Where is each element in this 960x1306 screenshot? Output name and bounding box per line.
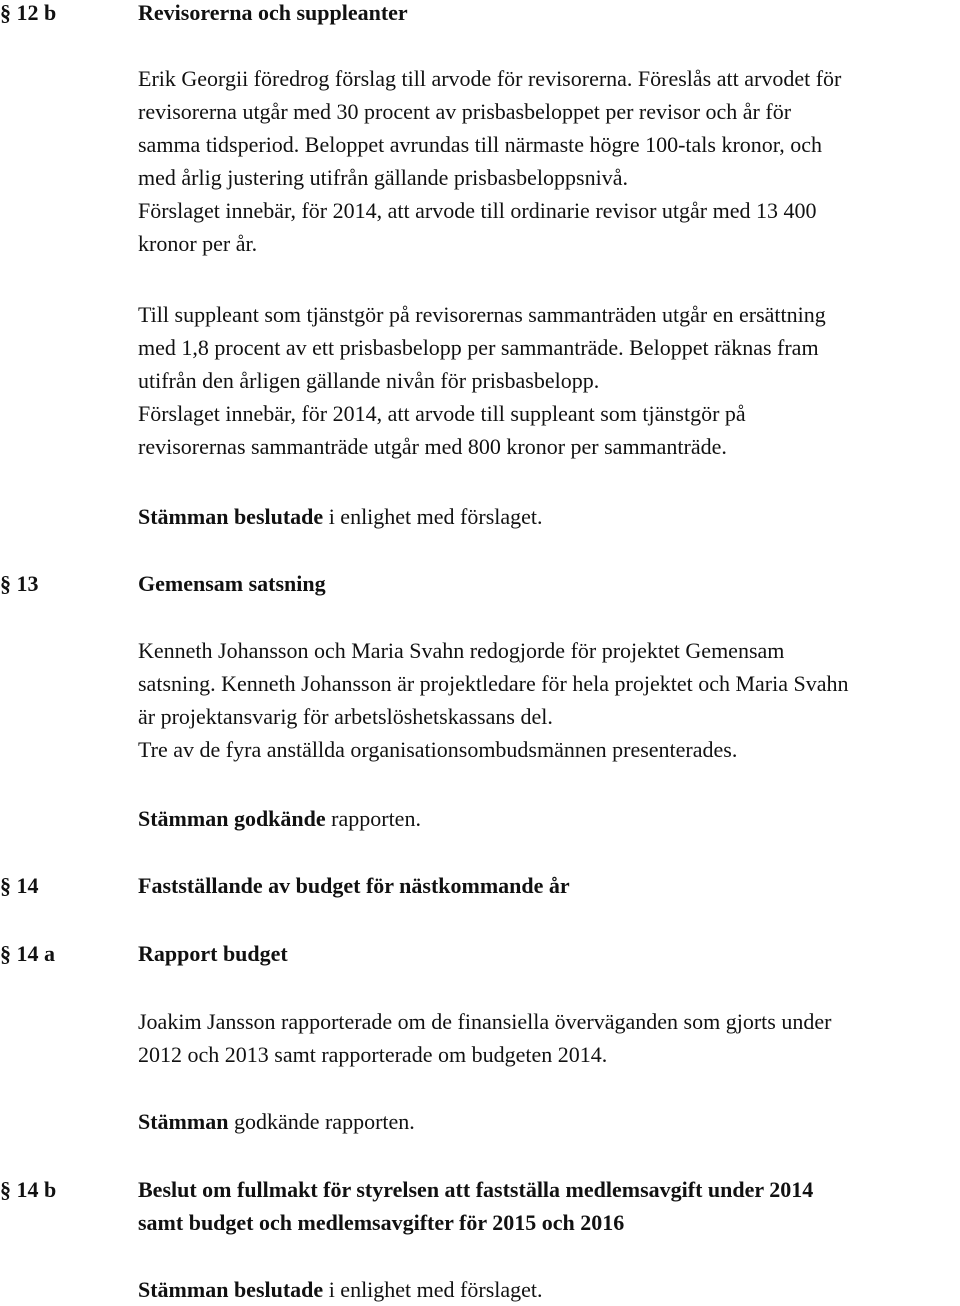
title-line: samt budget och medlemsavgifter för 2015 och 2016 <box>138 1210 625 1235</box>
section-title: Gemensam satsning <box>138 571 326 596</box>
section-title <box>138 1173 938 1239</box>
section-title: Rapport budget <box>138 941 288 966</box>
section-14a-decision <box>138 1105 958 1138</box>
section-title: Fastställande av budget för nästkommande år <box>138 873 570 898</box>
text-line: Förslaget innebär, för 2014, att arvode till ordinarie revisor utgår med 13 400 <box>138 198 817 223</box>
text-line: med 1,8 procent av ett prisbasbelopp per sammanträde. Beloppet räknas fram <box>138 335 819 360</box>
decision-text: godkände rapporten. <box>228 1109 415 1134</box>
decision-bold: Stämman godkände <box>138 806 326 831</box>
section-13-paragraph <box>138 634 958 766</box>
section-12b-paragraph-2 <box>138 298 958 463</box>
section-number: § 12 b <box>0 0 57 25</box>
text-line: 2012 och 2013 samt rapporterade om budgeten 2014. <box>138 1042 608 1067</box>
section-title: Revisorerna och suppleanter <box>138 0 408 25</box>
section-12b-decision <box>138 500 958 533</box>
section-number: § 13 <box>0 571 39 596</box>
decision-bold: Stämman beslutade <box>138 504 324 529</box>
section-14a-paragraph <box>138 1005 958 1071</box>
text-line: är projektansvarig för arbetslöshetskassans del. <box>138 704 553 729</box>
decision-bold: Stämman <box>138 1109 229 1134</box>
text-line: samma tidsperiod. Beloppet avrundas till närmaste högre 100-tals kronor, och <box>138 132 823 157</box>
text-line: revisorernas sammanträde utgår med 800 kronor per sammanträde. <box>138 434 727 459</box>
decision-text: rapporten. <box>325 806 421 831</box>
decision-text: i enlighet med förslaget. <box>323 1277 543 1302</box>
text-line: revisorerna utgår med 30 procent av prisbasbeloppet per revisor och år för <box>138 99 792 124</box>
text-line: Kenneth Johansson och Maria Svahn redogjorde för projektet Gemensam <box>138 638 785 663</box>
text-line: Till suppleant som tjänstgör på revisorernas sammanträden utgår en ersättning <box>138 302 826 327</box>
decision-bold: Stämman beslutade <box>138 1277 324 1302</box>
text-line: satsning. Kenneth Johansson är projektledare för hela projektet och Maria Svahn <box>138 671 849 696</box>
text-line: utifrån den årligen gällande nivån för prisbasbelopp. <box>138 368 600 393</box>
text-line: med årlig justering utifrån gällande prisbasbeloppsnivå. <box>138 165 628 190</box>
text-line: Joakim Jansson rapporterade om de finansiella överväganden som gjorts under <box>138 1009 832 1034</box>
section-14b-decision <box>138 1273 958 1306</box>
section-number: § 14 b <box>0 1177 57 1202</box>
text-line: Erik Georgii föredrog förslag till arvode för revisorerna. Föreslås att arvodet för <box>138 66 842 91</box>
section-12b-paragraph-1 <box>138 62 958 260</box>
decision-text: i enlighet med förslaget. <box>323 504 543 529</box>
title-line: Beslut om fullmakt för styrelsen att fastställa medlemsavgift under 2014 <box>138 1177 814 1202</box>
section-number: § 14 <box>0 873 39 898</box>
text-line: kronor per år. <box>138 231 258 256</box>
section-number: § 14 a <box>0 941 55 966</box>
text-line: Förslaget innebär, för 2014, att arvode till suppleant som tjänstgör på <box>138 401 746 426</box>
section-13-decision <box>138 802 958 835</box>
text-line: Tre av de fyra anställda organisationsombudsmännen presenterades. <box>138 737 738 762</box>
